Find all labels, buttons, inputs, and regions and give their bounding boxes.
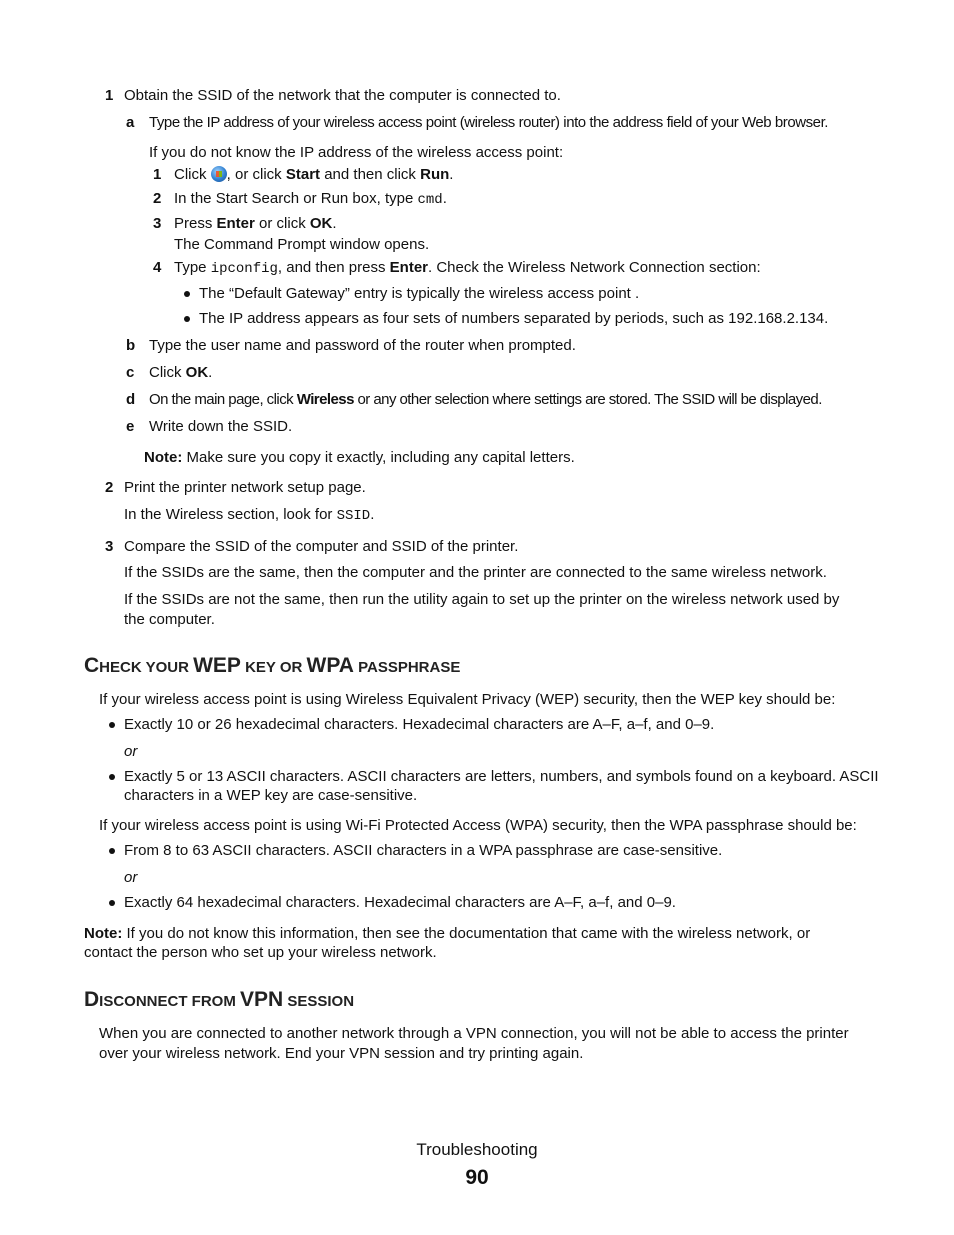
step-letter: e (126, 418, 135, 435)
note: Note: If you do not know this information, then see the documentation that came with the wireless network, or (84, 925, 811, 942)
step-letter: c (126, 364, 135, 381)
note: Note: Make sure you copy it exactly, including any capital letters. (144, 449, 575, 466)
bullet-icon (109, 900, 115, 906)
substep-text: In the Start Search or Run box, type cmd. (174, 190, 447, 208)
footer-section-title: Troubleshooting (416, 1140, 538, 1159)
substep-text: Click , or click Start and then click Run. (174, 166, 454, 183)
step-number: 2 (105, 479, 114, 496)
page-number: 90 (465, 1166, 489, 1189)
step-text: Click OK. (149, 364, 213, 381)
substep-number: 2 (153, 190, 162, 207)
bullet-icon (184, 316, 190, 322)
paragraph: If the SSIDs are the same, then the computer and the printer are connected to the same wireless network. (124, 564, 827, 581)
paragraph: In the Wireless section, look for SSID. (124, 506, 375, 524)
windows-start-icon (211, 166, 227, 182)
step-letter: a (126, 114, 135, 131)
step-text: On the main page, click Wireless or any other selection where settings are stored. The SSID will be displayed. (149, 391, 822, 408)
step-text: Write down the SSID. (149, 418, 293, 435)
bullet-icon (109, 774, 115, 780)
bullet-text: The “Default Gateway” entry is typically the wireless access point . (199, 285, 640, 302)
bullet-icon (109, 722, 115, 728)
substep-text: Type ipconfig, and then press Enter. Check the Wireless Network Connection section: (174, 259, 761, 277)
paragraph: If you do not know the IP address of the wireless access point: (149, 144, 564, 161)
paragraph: If your wireless access point is using Wi-Fi Protected Access (WPA) security, then the WPA passphrase should be: (99, 817, 857, 834)
substep-text: Press Enter or click OK. (174, 215, 337, 232)
substep-number: 3 (153, 215, 162, 232)
step-number: 1 (105, 87, 114, 104)
substep-number: 4 (153, 259, 162, 276)
step-letter: d (126, 391, 136, 408)
bullet-icon (109, 848, 115, 854)
step-number: 3 (105, 538, 114, 555)
bullet-text: Exactly 64 hexadecimal characters. Hexadecimal characters are A–F, a–f, and 0–9. (124, 894, 676, 911)
bullet-text: Exactly 10 or 26 hexadecimal characters. Hexadecimal characters are A–F, a–f, and 0–9. (124, 716, 715, 733)
step-text: Type the user name and password of the router when prompted. (149, 337, 576, 354)
paragraph: over your wireless network. End your VPN session and try printing again. (99, 1045, 584, 1062)
section-heading: CHECK YOUR WEP KEY OR WPA PASSPHRASE (84, 654, 461, 677)
step-text: Obtain the SSID of the network that the computer is connected to. (124, 87, 561, 104)
bullet-text: characters in a WEP key are case-sensitive. (124, 787, 418, 804)
step-letter: b (126, 337, 136, 354)
section-heading: DISCONNECT FROM VPN SESSION (84, 988, 355, 1011)
paragraph: If your wireless access point is using Wireless Equivalent Privacy (WEP) security, then the WEP key should be: (99, 691, 836, 708)
bullet-text: Exactly 5 or 13 ASCII characters. ASCII characters are letters, numbers, and symbols found on a keyboard. ASCII (124, 768, 879, 785)
or-text: or (124, 743, 138, 760)
step-text: Print the printer network setup page. (124, 479, 366, 496)
paragraph: When you are connected to another network through a VPN connection, you will not be able to access the printer (99, 1025, 849, 1042)
bullet-icon (184, 291, 190, 297)
substep-text: The Command Prompt window opens. (174, 236, 430, 253)
paragraph: the computer. (124, 611, 215, 628)
step-text: Type the IP address of your wireless access point (wireless router) into the address field of your Web browser. (149, 114, 829, 131)
or-text: or (124, 869, 138, 886)
note: contact the person who set up your wireless network. (84, 944, 437, 961)
bullet-text: From 8 to 63 ASCII characters. ASCII characters in a WPA passphrase are case-sensitive. (124, 842, 723, 859)
step-text: Compare the SSID of the computer and SSID of the printer. (124, 538, 519, 555)
bullet-text: The IP address appears as four sets of numbers separated by periods, such as 192.168.2.134. (199, 310, 829, 327)
paragraph: If the SSIDs are not the same, then run the utility again to set up the printer on the wireless network used by (124, 591, 840, 608)
substep-number: 1 (153, 166, 162, 183)
